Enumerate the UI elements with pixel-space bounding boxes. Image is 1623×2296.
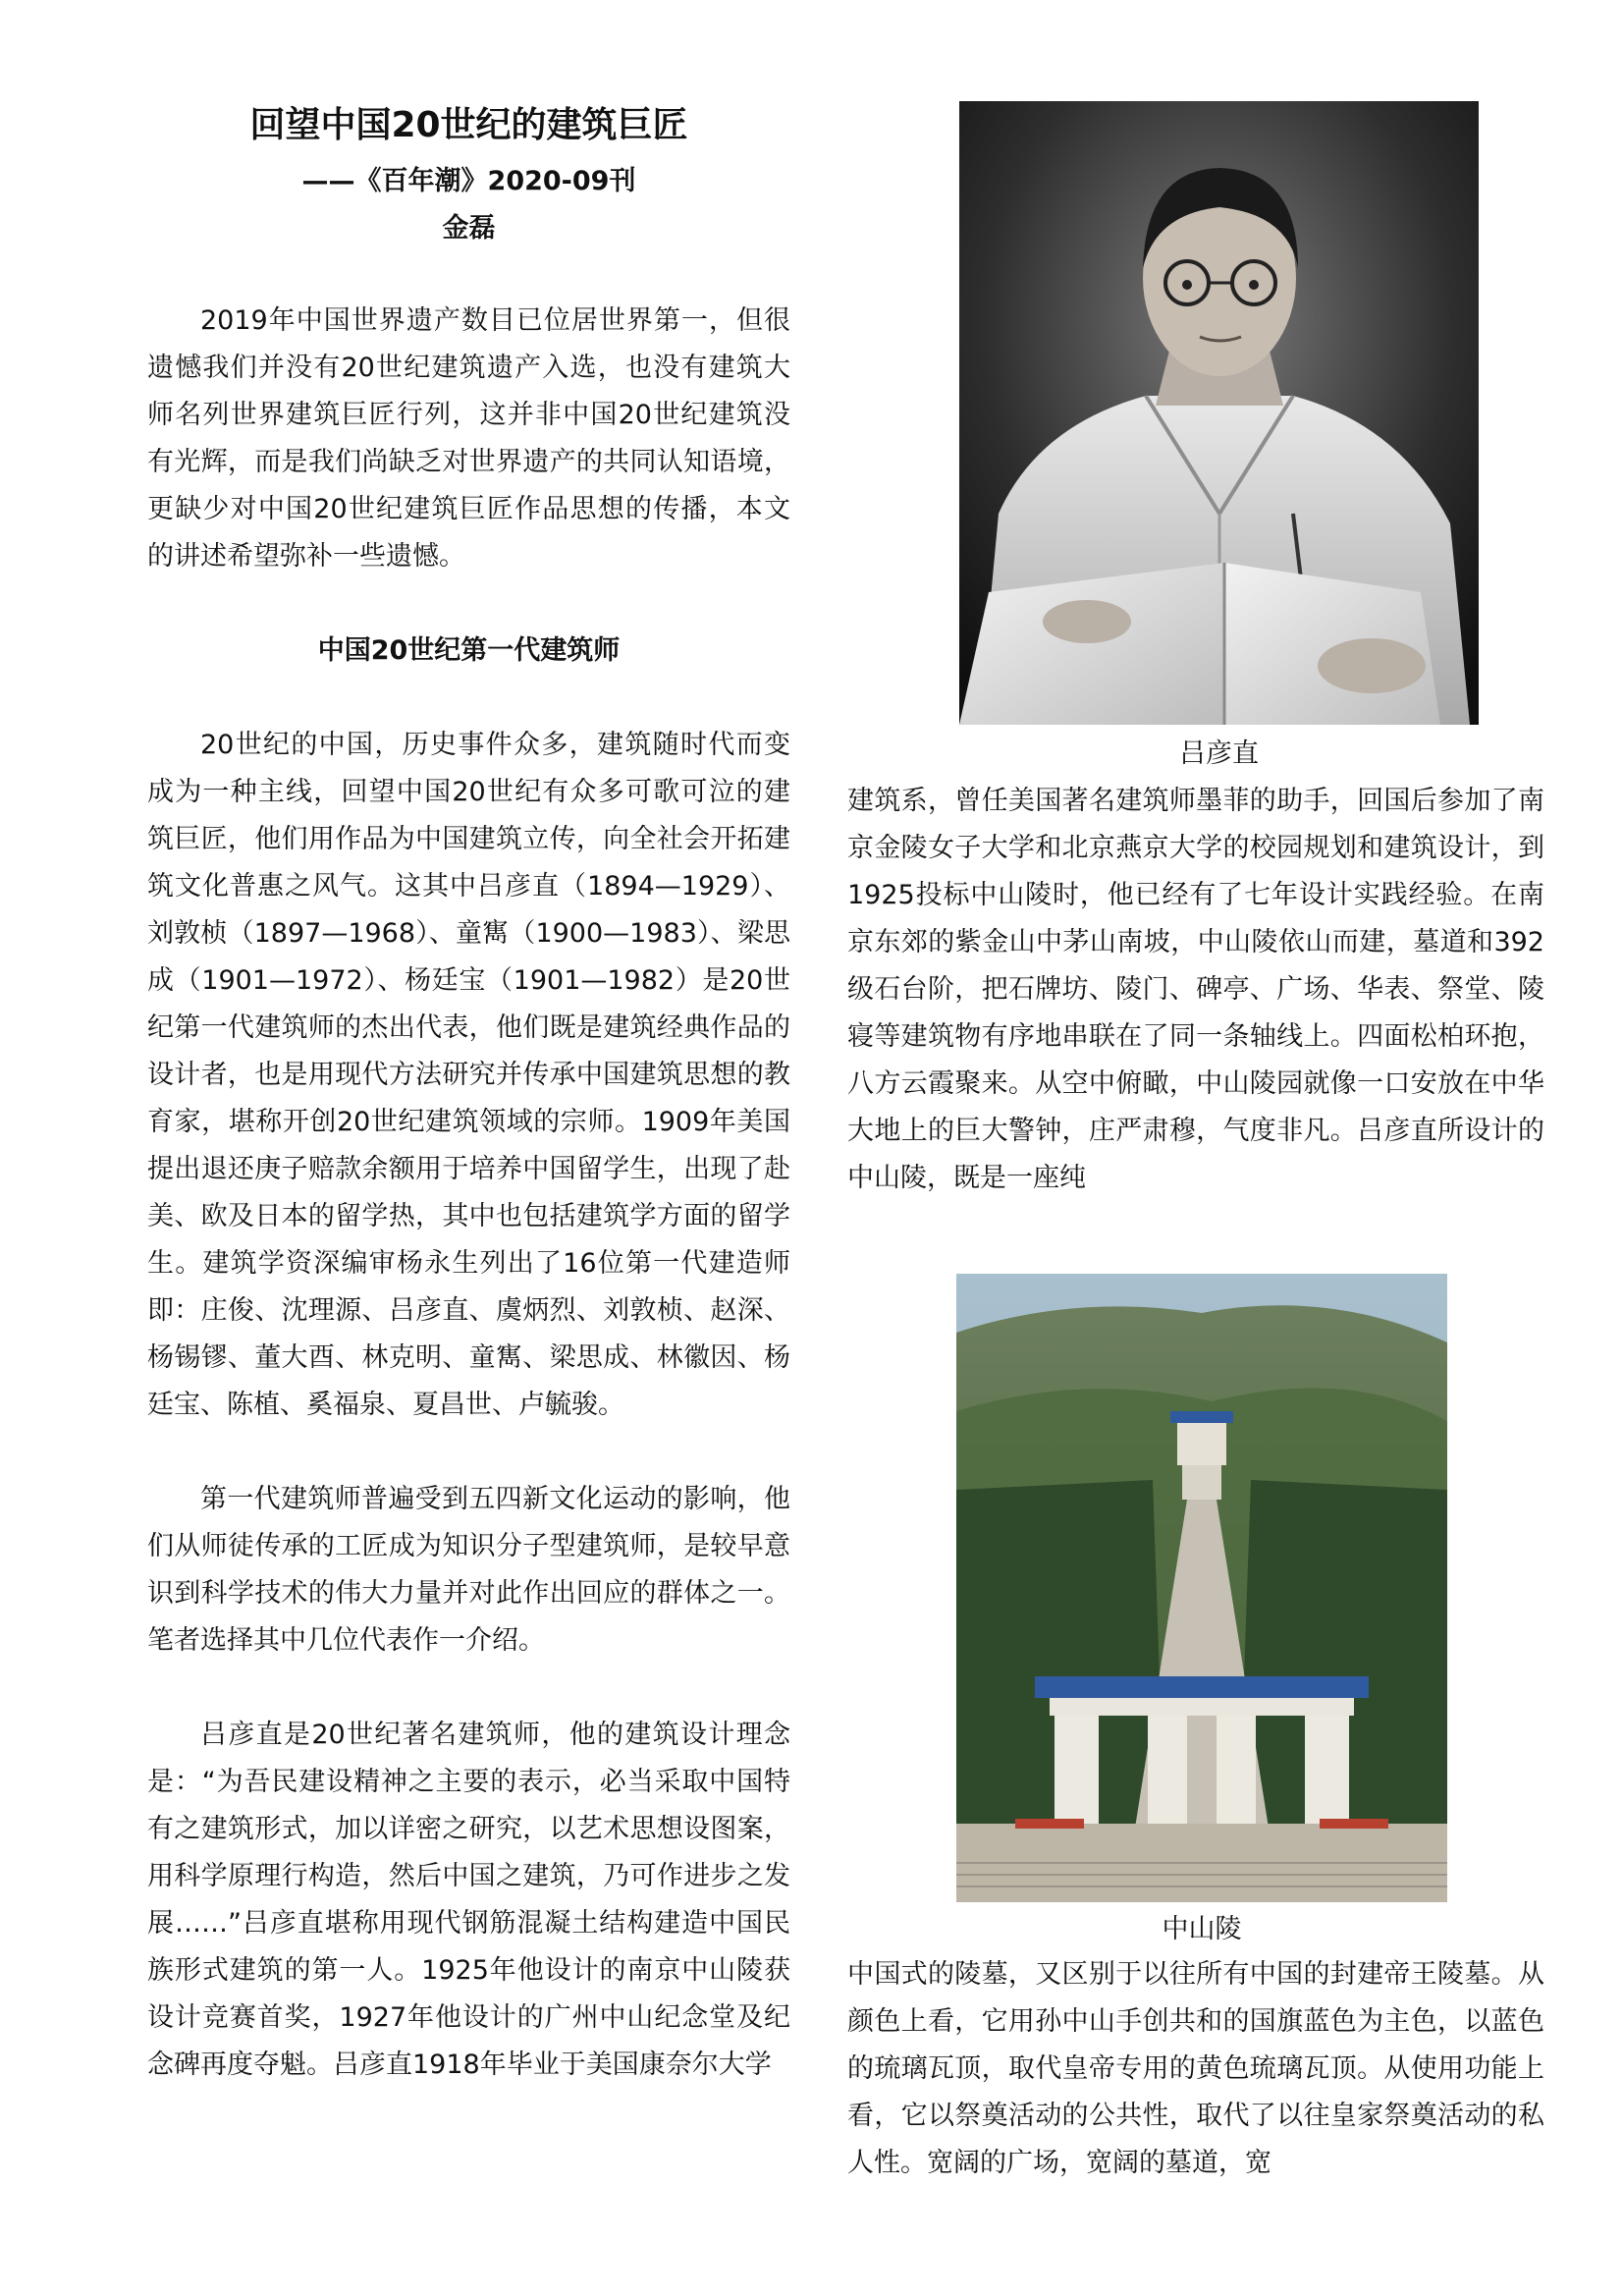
section-heading: 中国20世纪第一代建筑师 (317, 635, 621, 666)
right-column-lower (847, 1951, 1544, 2187)
right-paragraph-2: 中国式的陵墓，又区别于以往所有中国的封建帝王陵墓。从颜色上看，它用孙中山手创共和的国旗蓝色为主色，以蓝色的琉璃瓦顶，取代皇帝专用的黄色琉璃瓦顶。从使用功能上看，它以祭奠活动的公共性，取代了以往皇家祭奠活动的私人性。宽阔的广场，宽阔的墓道，宽 (847, 1959, 1544, 2178)
body-paragraph-1: 20世纪的中国，历史事件众多，建筑随时代而变成为一种主线，回望中国20世纪有众多可歌可泣的建筑巨匠，他们用作品为中国建筑立传，向全社会开拓建筑文化普惠之风气。这其中吕彦直（1894—1929）、刘敦桢（1897—1968）、童寯（1900—1983）、梁思成（1901—1972）、杨廷宝（1901—1982）是20世纪第一代建筑师的杰出代表，他们既是建筑经典作品的设计者，也是用现代方法研究并传承中国建筑思想的教育家，堪称开创20世纪建筑领域的宗师。1909年美国提出退还庚子赔款余额用于培养中国留学生，出现了赴美、欧及日本的留学热，其中也包括建筑学方面的留学生。建筑学资深编审杨永生列出了16位第一代建造师即：庄俊、沈理源、吕彦直、虞炳烈、刘敦桢、赵深、杨锡镠、董大酉、林克明、童寯、梁思成、林徽因、杨廷宝、陈植、奚福泉、夏昌世、卢毓骏。 (147, 730, 790, 1420)
article-subtitle: ——《百年潮》2020-09刊 (301, 166, 636, 196)
mausoleum-caption: 中山陵 (1162, 1914, 1242, 1944)
left-column (147, 298, 790, 2089)
body-paragraph-2: 第一代建筑师普遍受到五四新文化运动的影响，他们从师徒传承的工匠成为知识分子型建筑师，是较早意识到科学技术的伟大力量并对此作出回应的群体之一。笔者选择其中几位代表作一介绍。 (147, 1484, 790, 1656)
portrait-caption: 吕彦直 (1179, 738, 1259, 769)
article-title: 回望中国20世纪的建筑巨匠 (249, 105, 688, 145)
body-paragraph-3: 吕彦直是20世纪著名建筑师，他的建筑设计理念是：“为吾民建设精神之主要的表示，必当采取中国特有之建筑形式，加以详密之研究，以艺术思想设图案，用科学原理行构造，然后中国之建筑，乃可作进步之发展……”吕彦直堪称用现代钢筋混凝土结构建造中国民族形式建筑的第一人。1925年他设计的南京中山陵获设计竞赛首奖，1927年他设计的广州中山纪念堂及纪念碑再度夺魁。吕彦直1918年毕业于美国康奈尔大学 (147, 1720, 790, 2080)
mausoleum-photo (956, 1274, 1447, 1902)
article-author: 金磊 (442, 213, 496, 244)
portrait-photo (959, 101, 1479, 725)
right-column-upper (847, 778, 1544, 1202)
right-paragraph-1: 建筑系，曾任美国著名建筑师墨菲的助手，回国后参加了南京金陵女子大学和北京燕京大学的校园规划和建筑设计，到1925投标中山陵时，他已经有了七年设计实践经验。在南京东郊的紫金山中茅山南坡，中山陵依山而建，墓道和392级石台阶，把石牌坊、陵门、碑亭、广场、华表、祭堂、陵寝等建筑物有序地串联在了同一条轴线上。四面松柏环抱，八方云霞聚来。从空中俯瞰，中山陵园就像一口安放在中华大地上的巨大警钟，庄严肃穆，气度非凡。吕彦直所设计的中山陵，既是一座纯 (847, 786, 1544, 1193)
intro-paragraph: 2019年中国世界遗产数目已位居世界第一，但很遗憾我们并没有20世纪建筑遗产入选，也没有建筑大师名列世界建筑巨匠行列，这并非中国20世纪建筑没有光辉，而是我们尚缺乏对世界遗产的共同认知语境，更缺少对中国20世纪建筑巨匠作品思想的传播，本文的讲述希望弥补一些遗憾。 (147, 305, 790, 572)
